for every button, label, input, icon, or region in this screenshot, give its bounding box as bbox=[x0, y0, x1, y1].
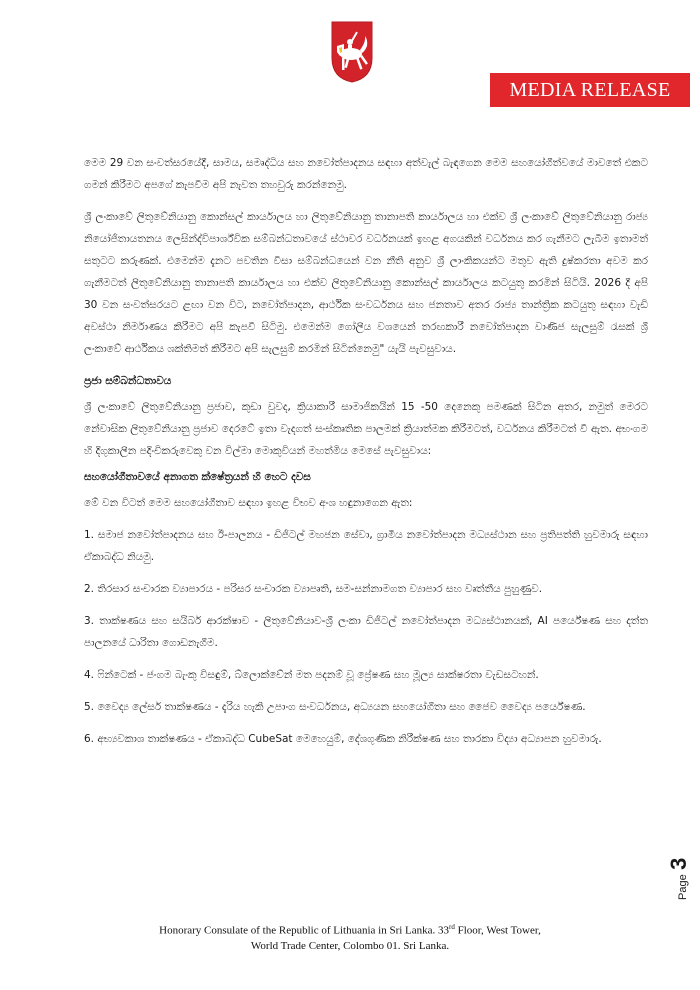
footer-address bbox=[0, 920, 700, 954]
heading-future-cooperation: සහයෝගීතාවයේ අනාගත ක්ෂේත්‍රයන් හි හෙට දවස bbox=[84, 471, 311, 483]
paragraph-sectors-intro: මේ වන විටත් මෙම සහයෝගීතාව සඳහා ඉහළ විභව අංශ හඳුනාගෙන ඇත: bbox=[84, 497, 413, 509]
footer-line-1-end: Floor, West Tower, bbox=[454, 924, 541, 937]
paragraph-consulate-statement: ශ්‍රී ලංකාවේ ලිතුවේනියානු කොන්සල් කාර්යාලය හා ලිතුවේනියානු තානාපති කාර්යාලය හා එක්ව ශ්‍රී ලංකාවේ ලිතුවේනියානු රාජ්‍ය නියෝජිතායතනය ලෙසින්ද්විපාර්ශ්වික සම්බන්ධතාවයේ ස්ථාවර වර්ධනයක් ඉහළ අගයකින් වර්ධනය කර ගැනීමට ලැබීම ඉතාමත් සතුටට කරුණක්. එමෙන්ම දැනට පවතින වීසා සම්බන්ධයෙන් වන නීති අනුව ශ්‍රී ලාංකිකයන්ට මතුව ඇති දුෂ්කරතා අවම කර ගැනීමටත් ලිතුවේනියානු තානාපති කාර්යාලය හා එක්ව ලිතුවේනියානු කොන්සල් කාර්යාලය කටයුතු කරමින් සිටියි. 2026 දී අපි 30 වන සංවත්සරයට ළඟා වන විට, නවෝත්පාදන, ආර්ථික සංවර්ධනය සහ ජනතාව අතර රාජ්‍ය තාන්ත්‍රික කටයුතු සඳහා වැඩි අවස්ථා නිර්මාණය කිරීමට අපි කැපවී සිටිමු. එමෙන්ම ගෝලීය වශයෙන් තරඟකාරී නවෝත්පාදන වාණිජ සැලසුම් රැසක් ශ්‍රී ලංකාවේ ආර්ථිකය ශක්තිමත් කිරීමට අපි සැලසුම් කරමින් සිටින්නෙමු" යැයි පැවසුවාය. bbox=[84, 211, 648, 355]
media-release-banner: MEDIA RELEASE bbox=[490, 73, 690, 107]
list-item-fintech: 4. ෆින්ටෙක් - ජංගම බැංකු විසඳුම්, බ්ලොක්චේන් මත පදනම් වූ ප්‍රේෂණ සහ මූල්‍ය සාක්ෂරතා වැඩසටහන්. bbox=[84, 669, 539, 681]
heading-community-relations: ප්‍රජා සම්බන්ධතාවය bbox=[84, 375, 172, 387]
list-item-social-innovation: 1. සමාජ නවෝත්පාදනය සහ ඊ-පාලනය - ඩිජිටල් මහජන සේවා, ග්‍රාමීය නවෝත්පාදන මධ්‍යස්ථාන සහ ප්‍රතිපත්ති හුවමාරු සඳහා ඒකාබද්ධ නියමු. bbox=[84, 529, 648, 563]
list-item-medical-laser: 5. වෛද්‍ය ලේසර් තාක්ෂණය - දැරිය හැකි උපාංග සංවර්ධනය, අධ්‍යයන සහයෝගීතා සහ ජෛව වෛද්‍ය පර්යේෂණ. bbox=[84, 701, 586, 713]
footer-line-1-sup: rd bbox=[449, 923, 455, 931]
footer-line-1 bbox=[0, 920, 700, 939]
paragraph-community: ශ්‍රී ලංකාවේ ලිතුවේනියානු ප්‍රජාව, කුඩා වුවද, ක්‍රියාකාරී සාමාජිකයින් 15 -50 දෙනෙකු පමණක් සිටින අතර, නමුත් මෙරට නේවාසික ලිතුවේනියානු ප්‍රජාව දෙරටේ ඉතා වැදගත් සංස්කෘතික පාලමක් ක්‍රියාත්මක කිරීමටත්, වර්ධනය කිරීමටත් වී ඇත. අභංගම හි දිගුකාලීන පදිංචිකරුවෙකු වන විල්මා මොකුවියන් මහත්මිය මෙසේ පැවසුවාය: bbox=[84, 401, 648, 457]
page-number bbox=[666, 858, 692, 900]
release-body bbox=[84, 152, 648, 750]
footer-line-2: World Trade Center, Colombo 01. Sri Lanka. bbox=[250, 939, 450, 952]
list-item-space-technology: 6. අභ්‍යවකාශ තාක්ෂණය - ඒකාබද්ධ CubeSat මෙහෙයුම්, දේශගුණික නිරීක්ෂණ සහ තාරකා විද්‍යා අධ්‍යාපන හුවමාරු. bbox=[84, 733, 602, 745]
lithuania-emblem-icon bbox=[330, 20, 374, 84]
page-word: Page bbox=[677, 874, 689, 900]
list-item-sustainable-tourism: 2. තිරසාර සංචාරක ව්‍යාපාරය - පරිසර සංචාරක ව්‍යාපෘති, සම-සන්නාමගත ව්‍යාපාර සහ වෘත්තීය පුහුණුව. bbox=[84, 583, 543, 595]
footer-line-1-start: Honorary Consulate of the Republic of Lithuania in Sri Lanka. 33 bbox=[159, 924, 450, 937]
paragraph-anniversary: මෙම 29 වන සංවත්සරයේදී, සාමය, සමෘද්ධිය සහ නවෝත්පාදනය සඳහා අත්වැල් බැඳගෙන මෙම සහයෝගීත්වයේ මාවතේ එකට ගමන් කිරීමට අපගේ කැපවීම අපි නැවත තහවුරු කරන්නෙමු. bbox=[84, 157, 648, 191]
list-item-technology-cybersecurity: 3. තාක්ෂණය සහ සයිබර් ආරක්ෂාව - ලිතුවේනියාව-ශ්‍රී ලංකා ඩිජිටල් නවෝත්පාදන මධ්‍යස්ථානයක්, AI පර්යේෂණ සහ දත්ත පාලනයේ ධාරිතා ගොඩනැගීම. bbox=[84, 615, 648, 649]
page-number-value: 3 bbox=[666, 857, 691, 870]
